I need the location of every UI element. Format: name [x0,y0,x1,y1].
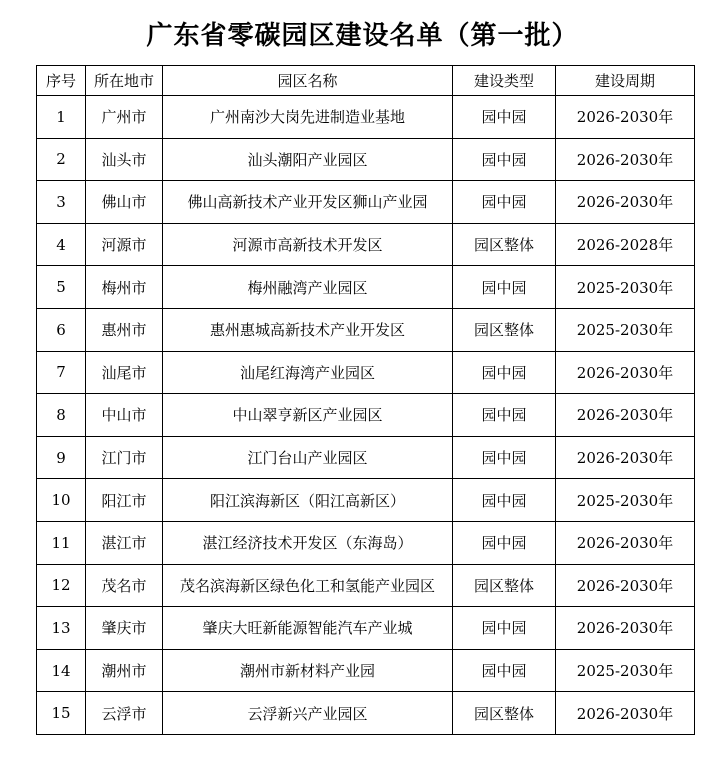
cell-park-name: 茂名滨海新区绿色化工和氢能产业园区 [163,564,453,607]
cell-type: 园中园 [453,351,556,394]
table-row [37,351,695,394]
cell-city: 云浮市 [86,692,163,735]
header-city: 所在地市 [86,66,163,96]
cell-period: 2026-2030年 [556,564,695,607]
cell-no: 14 [37,649,86,692]
cell-type: 园区整体 [453,692,556,735]
cell-city: 梅州市 [86,266,163,309]
table-row [37,436,695,479]
cell-city: 江门市 [86,436,163,479]
cell-city: 肇庆市 [86,607,163,650]
cell-period: 2025-2030年 [556,479,695,522]
table-row [37,479,695,522]
cell-no: 4 [37,223,86,266]
cell-type: 园中园 [453,649,556,692]
cell-period: 2025-2030年 [556,308,695,351]
cell-no: 3 [37,181,86,224]
cell-no: 2 [37,138,86,181]
cell-no: 8 [37,394,86,437]
table-row [37,266,695,309]
cell-type: 园中园 [453,436,556,479]
cell-park-name: 肇庆大旺新能源智能汽车产业城 [163,607,453,650]
cell-type: 园中园 [453,181,556,224]
cell-period: 2025-2030年 [556,649,695,692]
table-row [37,308,695,351]
cell-no: 5 [37,266,86,309]
header-row [37,66,695,96]
cell-type: 园区整体 [453,564,556,607]
cell-type: 园中园 [453,266,556,309]
cell-park-name: 云浮新兴产业园区 [163,692,453,735]
header-no: 序号 [37,66,86,96]
cell-park-name: 广州南沙大岗先进制造业基地 [163,96,453,139]
table-row [37,564,695,607]
table-row [37,649,695,692]
cell-city: 河源市 [86,223,163,266]
cell-no: 15 [37,692,86,735]
cell-park-name: 佛山高新技术产业开发区狮山产业园 [163,181,453,224]
cell-no: 6 [37,308,86,351]
cell-city: 中山市 [86,394,163,437]
cell-park-name: 河源市高新技术开发区 [163,223,453,266]
cell-period: 2026-2030年 [556,181,695,224]
cell-city: 佛山市 [86,181,163,224]
cell-period: 2025-2030年 [556,266,695,309]
cell-no: 7 [37,351,86,394]
cell-period: 2026-2030年 [556,521,695,564]
table-row [37,521,695,564]
header-park-name: 园区名称 [163,66,453,96]
document-title: 广东省零碳园区建设名单（第一批） [146,21,579,51]
table-header [37,66,695,96]
table-row [37,181,695,224]
cell-period: 2026-2030年 [556,692,695,735]
cell-type: 园中园 [453,394,556,437]
cell-city: 惠州市 [86,308,163,351]
cell-no: 9 [37,436,86,479]
cell-city: 茂名市 [86,564,163,607]
cell-city: 潮州市 [86,649,163,692]
cell-type: 园区整体 [453,308,556,351]
cell-park-name: 惠州惠城高新技术产业开发区 [163,308,453,351]
table-row [37,223,695,266]
cell-period: 2026-2030年 [556,138,695,181]
header-period: 建设周期 [556,66,695,96]
cell-city: 阳江市 [86,479,163,522]
cell-type: 园中园 [453,521,556,564]
cell-period: 2026-2030年 [556,394,695,437]
table-row [37,138,695,181]
cell-type: 园区整体 [453,223,556,266]
cell-park-name: 梅州融湾产业园区 [163,266,453,309]
cell-period: 2026-2030年 [556,96,695,139]
cell-park-name: 江门台山产业园区 [163,436,453,479]
cell-park-name: 阳江滨海新区（阳江高新区） [163,479,453,522]
cell-no: 1 [37,96,86,139]
cell-period: 2026-2028年 [556,223,695,266]
cell-park-name: 潮州市新材料产业园 [163,649,453,692]
cell-period: 2026-2030年 [556,607,695,650]
cell-no: 11 [37,521,86,564]
cell-type: 园中园 [453,479,556,522]
cell-no: 13 [37,607,86,650]
cell-type: 园中园 [453,96,556,139]
table-row [37,394,695,437]
cell-city: 汕头市 [86,138,163,181]
cell-city: 广州市 [86,96,163,139]
cell-city: 湛江市 [86,521,163,564]
cell-park-name: 湛江经济技术开发区（东海岛） [163,521,453,564]
cell-park-name: 汕头潮阳产业园区 [163,138,453,181]
cell-period: 2026-2030年 [556,351,695,394]
table-row [37,692,695,735]
cell-no: 12 [37,564,86,607]
park-list-table [36,65,695,735]
cell-park-name: 汕尾红海湾产业园区 [163,351,453,394]
cell-no: 10 [37,479,86,522]
cell-period: 2026-2030年 [556,436,695,479]
cell-type: 园中园 [453,607,556,650]
table-row [37,96,695,139]
header-type: 建设类型 [453,66,556,96]
cell-type: 园中园 [453,138,556,181]
table-body [37,96,695,735]
table-row [37,607,695,650]
cell-park-name: 中山翠亨新区产业园区 [163,394,453,437]
cell-city: 汕尾市 [86,351,163,394]
